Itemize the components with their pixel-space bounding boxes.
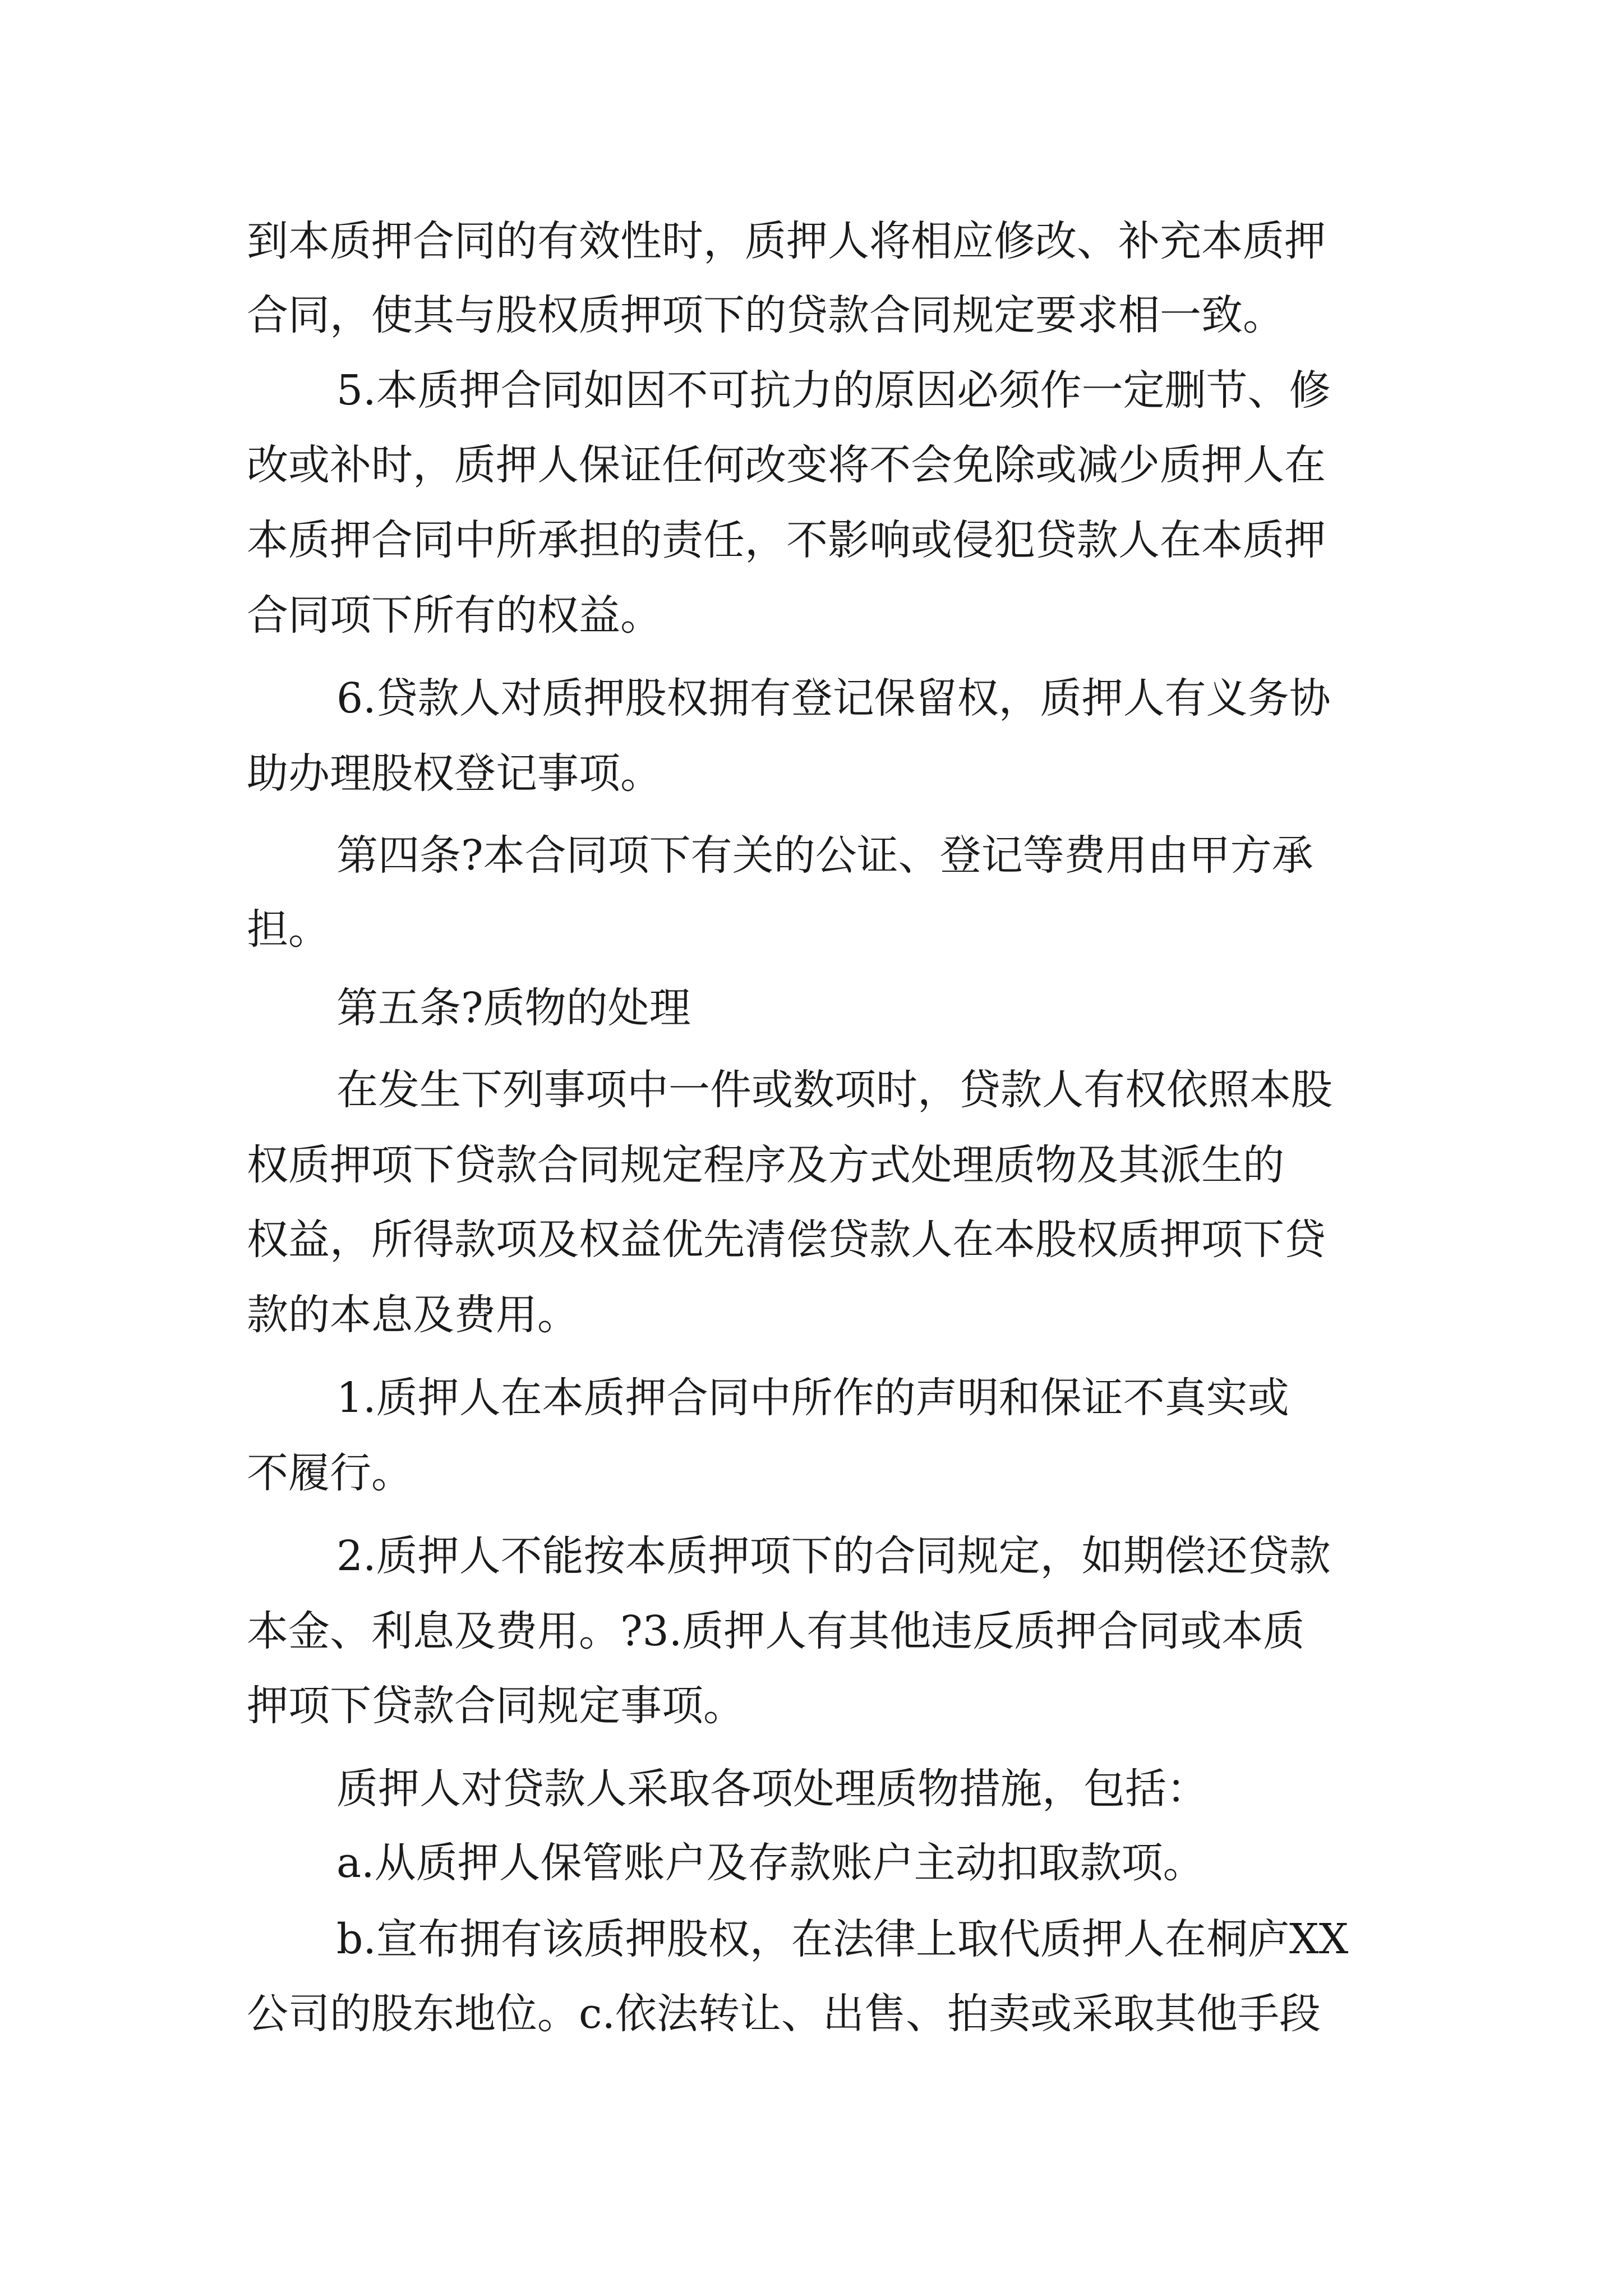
text-line: 本金、利息及费用。?3.质押人有其他违反质押合同或本质 (247, 1607, 1305, 1655)
text-line: 质押人对贷款人采取各项处理质物措施，包括： (336, 1765, 1208, 1813)
text-line: 改或补时，质押人保证任何改变将不会免除或减少质押人在 (247, 441, 1326, 489)
text-line: 1.质押人在本质押合同中所作的声明和保证不真实或 (336, 1374, 1289, 1422)
text-line: 公司的股东地位。c.依法转让、出售、拍卖或采取其他手段 (247, 1990, 1321, 2038)
text-line: 2.质押人不能按本质押项下的合同规定，如期偿还贷款 (336, 1532, 1331, 1580)
text-line: 合同项下所有的权益。 (247, 591, 662, 639)
text-line: 担。 (247, 905, 330, 954)
text-line: 本质押合同中所承担的责任，不影响或侵犯贷款人在本质押 (247, 516, 1326, 564)
text-line: 权益，所得款项及权益优先清偿贷款人在本股权质押项下贷 (247, 1216, 1326, 1264)
text-line: 6.贷款人对质押股权拥有登记保留权，质押人有义务协 (336, 674, 1331, 723)
text-line: 到本质押合同的有效性时，质押人将相应修改、补充本质押 (247, 217, 1326, 265)
text-line: 第五条?质物的处理 (336, 984, 691, 1032)
text-line: 权质押项下贷款合同规定程序及方式处理质物及其派生的 (247, 1141, 1284, 1189)
text-line: 不履行。 (247, 1449, 413, 1497)
text-line: 5.本质押合同如因不可抗力的原因必须作一定删节、修 (336, 366, 1331, 415)
text-line: 押项下贷款合同规定事项。 (247, 1682, 745, 1730)
text-line: 款的本息及费用。 (247, 1291, 579, 1339)
text-line: a.从质押人保管账户及存款账户主动扣取款项。 (336, 1839, 1205, 1887)
text-line: b.宣布拥有该质押股权，在法律上取代质押人在桐庐XX (336, 1915, 1349, 1963)
text-line: 在发生下列事项中一件或数项时，贷款人有权依照本股 (336, 1066, 1332, 1114)
text-line: 助办理股权登记事项。 (247, 749, 662, 798)
text-line: 合同，使其与股权质押项下的贷款合同规定要求相一致。 (247, 291, 1284, 339)
text-line: 第四条?本合同项下有关的公证、登记等费用由甲方承 (336, 831, 1313, 880)
